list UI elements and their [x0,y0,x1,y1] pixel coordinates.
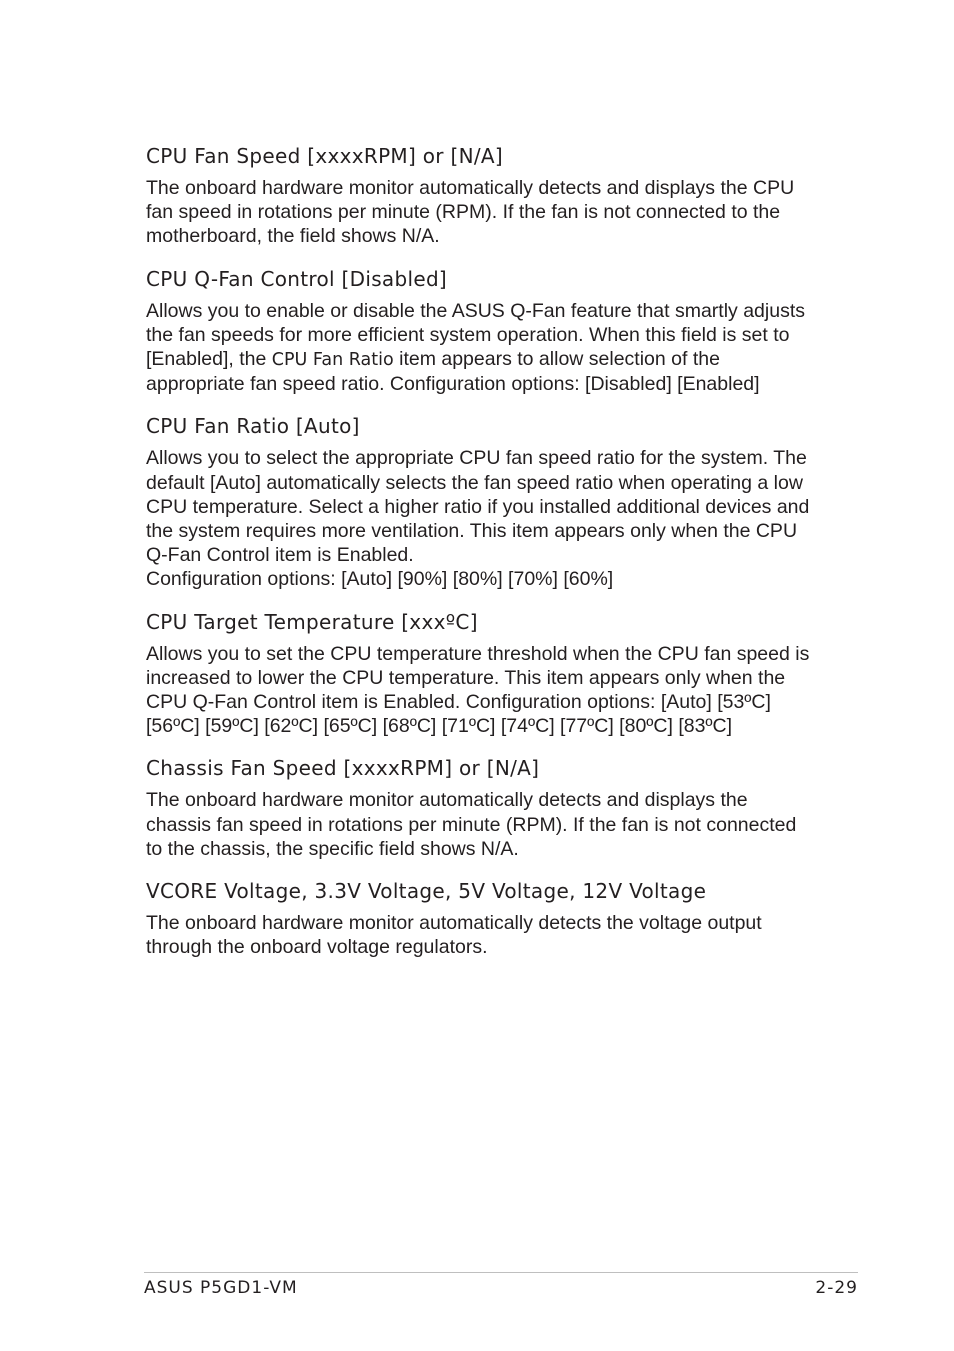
inline-term-cpu-fan-ratio: CPU Fan Ratio [271,350,394,371]
section-body: The onboard hardware monitor automatically detects the voltage output through the onboard voltage regulators. [146,912,762,959]
footer-page-number: 2-29 [815,1278,858,1298]
section-body: Allows you to select the appropriate CPU fan speed ratio for the system. The default [Auto] automatically selects the fan speed ratio when operating a low CPU temperature. Select a higher ratio if you installed additional devices and the system requires more ventilation. This item appears only when the CPU Q-Fan Control item is Enabled. [146,447,810,567]
section-body: The onboard hardware monitor automatically detects and displays the CPU fan speed in rotations per minute (RPM). If the fan is not connected to the motherboard, the field shows N/A. [146,177,795,248]
section-heading: CPU Target Temperature [xxxºC] [146,609,478,634]
section-chassis-fan-speed [146,754,818,861]
section-heading: VCORE Voltage, 3.3V Voltage, 5V Voltage, 12V Voltage [146,879,707,904]
section-heading: CPU Fan Speed [xxxxRPM] or [N/A] [146,144,503,168]
footer-divider [144,1272,858,1273]
section-heading: CPU Q-Fan Control [Disabled] [146,266,448,291]
section-cpu-target-temperature [146,608,818,739]
section-body: The onboard hardware monitor automatically detects and displays the chassis fan speed in rotations per minute (RPM). If the fan is not connected to the chassis, the specific field shows N/A. [146,789,797,860]
footer-product-name: ASUS P5GD1-VM [144,1278,298,1298]
section-cpu-q-fan-control [146,265,818,397]
section-body [146,299,818,397]
body-text-pre: Allows you to enable or disable the ASUS Q-Fan feature that smartly adjusts the fan speeds for more efficient system operation. When this field is set to [Enabled], the [146,299,806,371]
body-text-post: item appears to allow selection of the appropriate fan speed ratio. Configuration options: [Disabled] [Enabled] [146,348,760,396]
manual-page [146,142,818,975]
section-heading: Chassis Fan Speed [xxxxRPM] or [N/A] [146,756,540,781]
section-heading: CPU Fan Ratio [Auto] [146,414,360,439]
section-body: Allows you to set the CPU temperature threshold when the CPU fan speed is increased to lower the CPU temperature. This item appears only when the CPU Q-Fan Control item is Enabled. Configuration options: [Auto] [53ºC] [56ºC] [59ºC] [62ºC] [65ºC] [68ºC] [71ºC] [74ºC] [77ºC] [80ºC] [83ºC] [146,642,810,738]
section-cpu-fan-speed [146,142,818,249]
section-body-options: Configuration options: [Auto] [90%] [80%] [70%] [60%] [146,568,614,591]
section-cpu-fan-ratio [146,412,818,591]
section-voltages [146,877,818,959]
